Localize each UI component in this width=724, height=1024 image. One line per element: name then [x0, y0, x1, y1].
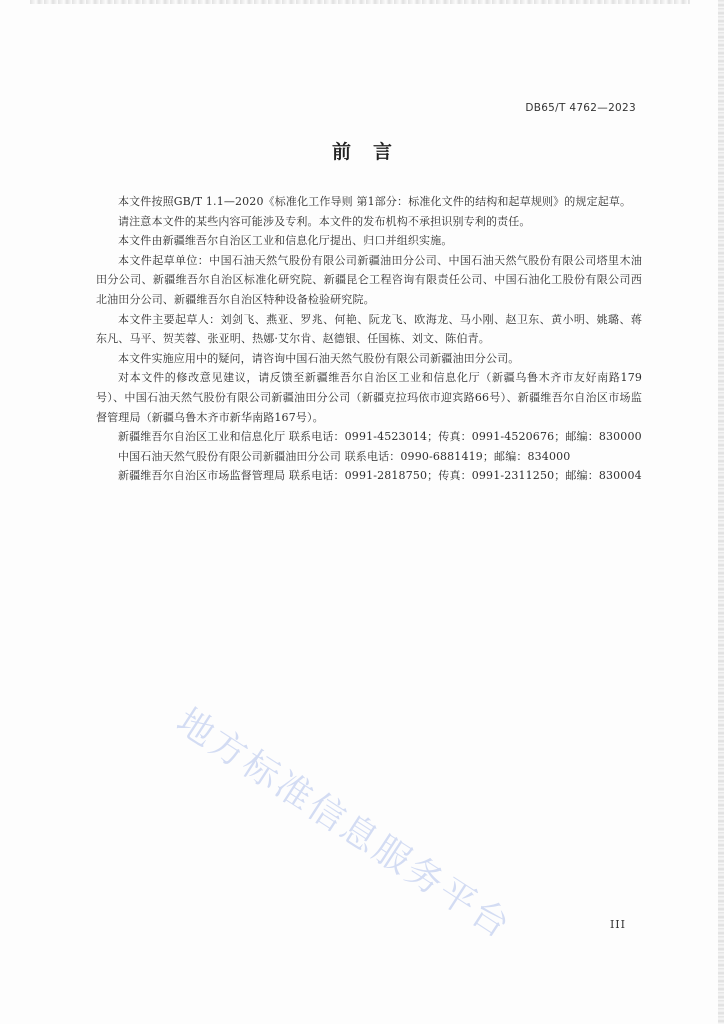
- page-number: III: [609, 918, 626, 931]
- paragraph-drafting-rules: 本文件按照GB/T 1.1—2020《标准化工作导则 第1部分：标准化文件的结构和起草规则》的规定起草。: [118, 195, 632, 208]
- contact-line-market-regulation: 新疆维吾尔自治区市场监督管理局 联系电话：0991-2818750；传真：0991-2311250；邮编：830004: [118, 469, 642, 483]
- page-title: 前言: [331, 141, 414, 163]
- paragraph-drafting-units: 本文件起草单位：中国石油天然气股份有限公司新疆油田分公司、中国石油天然气股份有限公司塔里木油田分公司、新疆维吾尔自治区标准化研究院、新疆昆仑工程咨询有限责任公司、中国石油化工股份有限公司西北油田分公司、新疆维吾尔自治区特种设备检验研究院。: [96, 253, 642, 306]
- paragraph-drafters: 本文件主要起草人：刘剑飞、燕亚、罗兆、何艳、阮龙飞、欧海龙、马小刚、赵卫东、黄小明、姚璐、蒋东凡、马平、贺芙蓉、张亚明、热娜·艾尔肯、赵德银、任国栋、刘文、陈伯青。: [96, 312, 642, 346]
- standard-number: DB65/T 4762—2023: [525, 102, 636, 114]
- foreword-body: [96, 192, 642, 486]
- paragraph-feedback: 对本文件的修改意见建议，请反馈至新疆维吾尔自治区工业和信息化厅（新疆乌鲁木齐市友好南路179号）、中国石油天然气股份有限公司新疆油田分公司（新疆克拉玛依市迎宾路66号）、新疆维吾尔自治区市场监督管理局（新疆乌鲁木齐市新华南路167号）。: [96, 371, 642, 424]
- paragraph-inquiry: 本文件实施应用中的疑问，请咨询中国石油天然气股份有限公司新疆油田分公司。: [118, 351, 520, 365]
- watermark: 地方标准信息服务平台: [169, 700, 519, 948]
- paragraph-patent-notice: 请注意本文件的某些内容可能涉及专利。本文件的发布机构不承担识别专利的责任。: [118, 214, 531, 228]
- paragraph-proposer: 本文件由新疆维吾尔自治区工业和信息化厅提出、归口并组织实施。: [118, 234, 453, 248]
- contact-line-industry-dept: 新疆维吾尔自治区工业和信息化厅 联系电话：0991-4523014；传真：0991-4520676；邮编：830000: [118, 430, 642, 444]
- scan-edge-top: [30, 0, 690, 4]
- contact-line-oilfield: 中国石油天然气股份有限公司新疆油田分公司 联系电话：0990-6881419；邮编：834000: [118, 449, 571, 463]
